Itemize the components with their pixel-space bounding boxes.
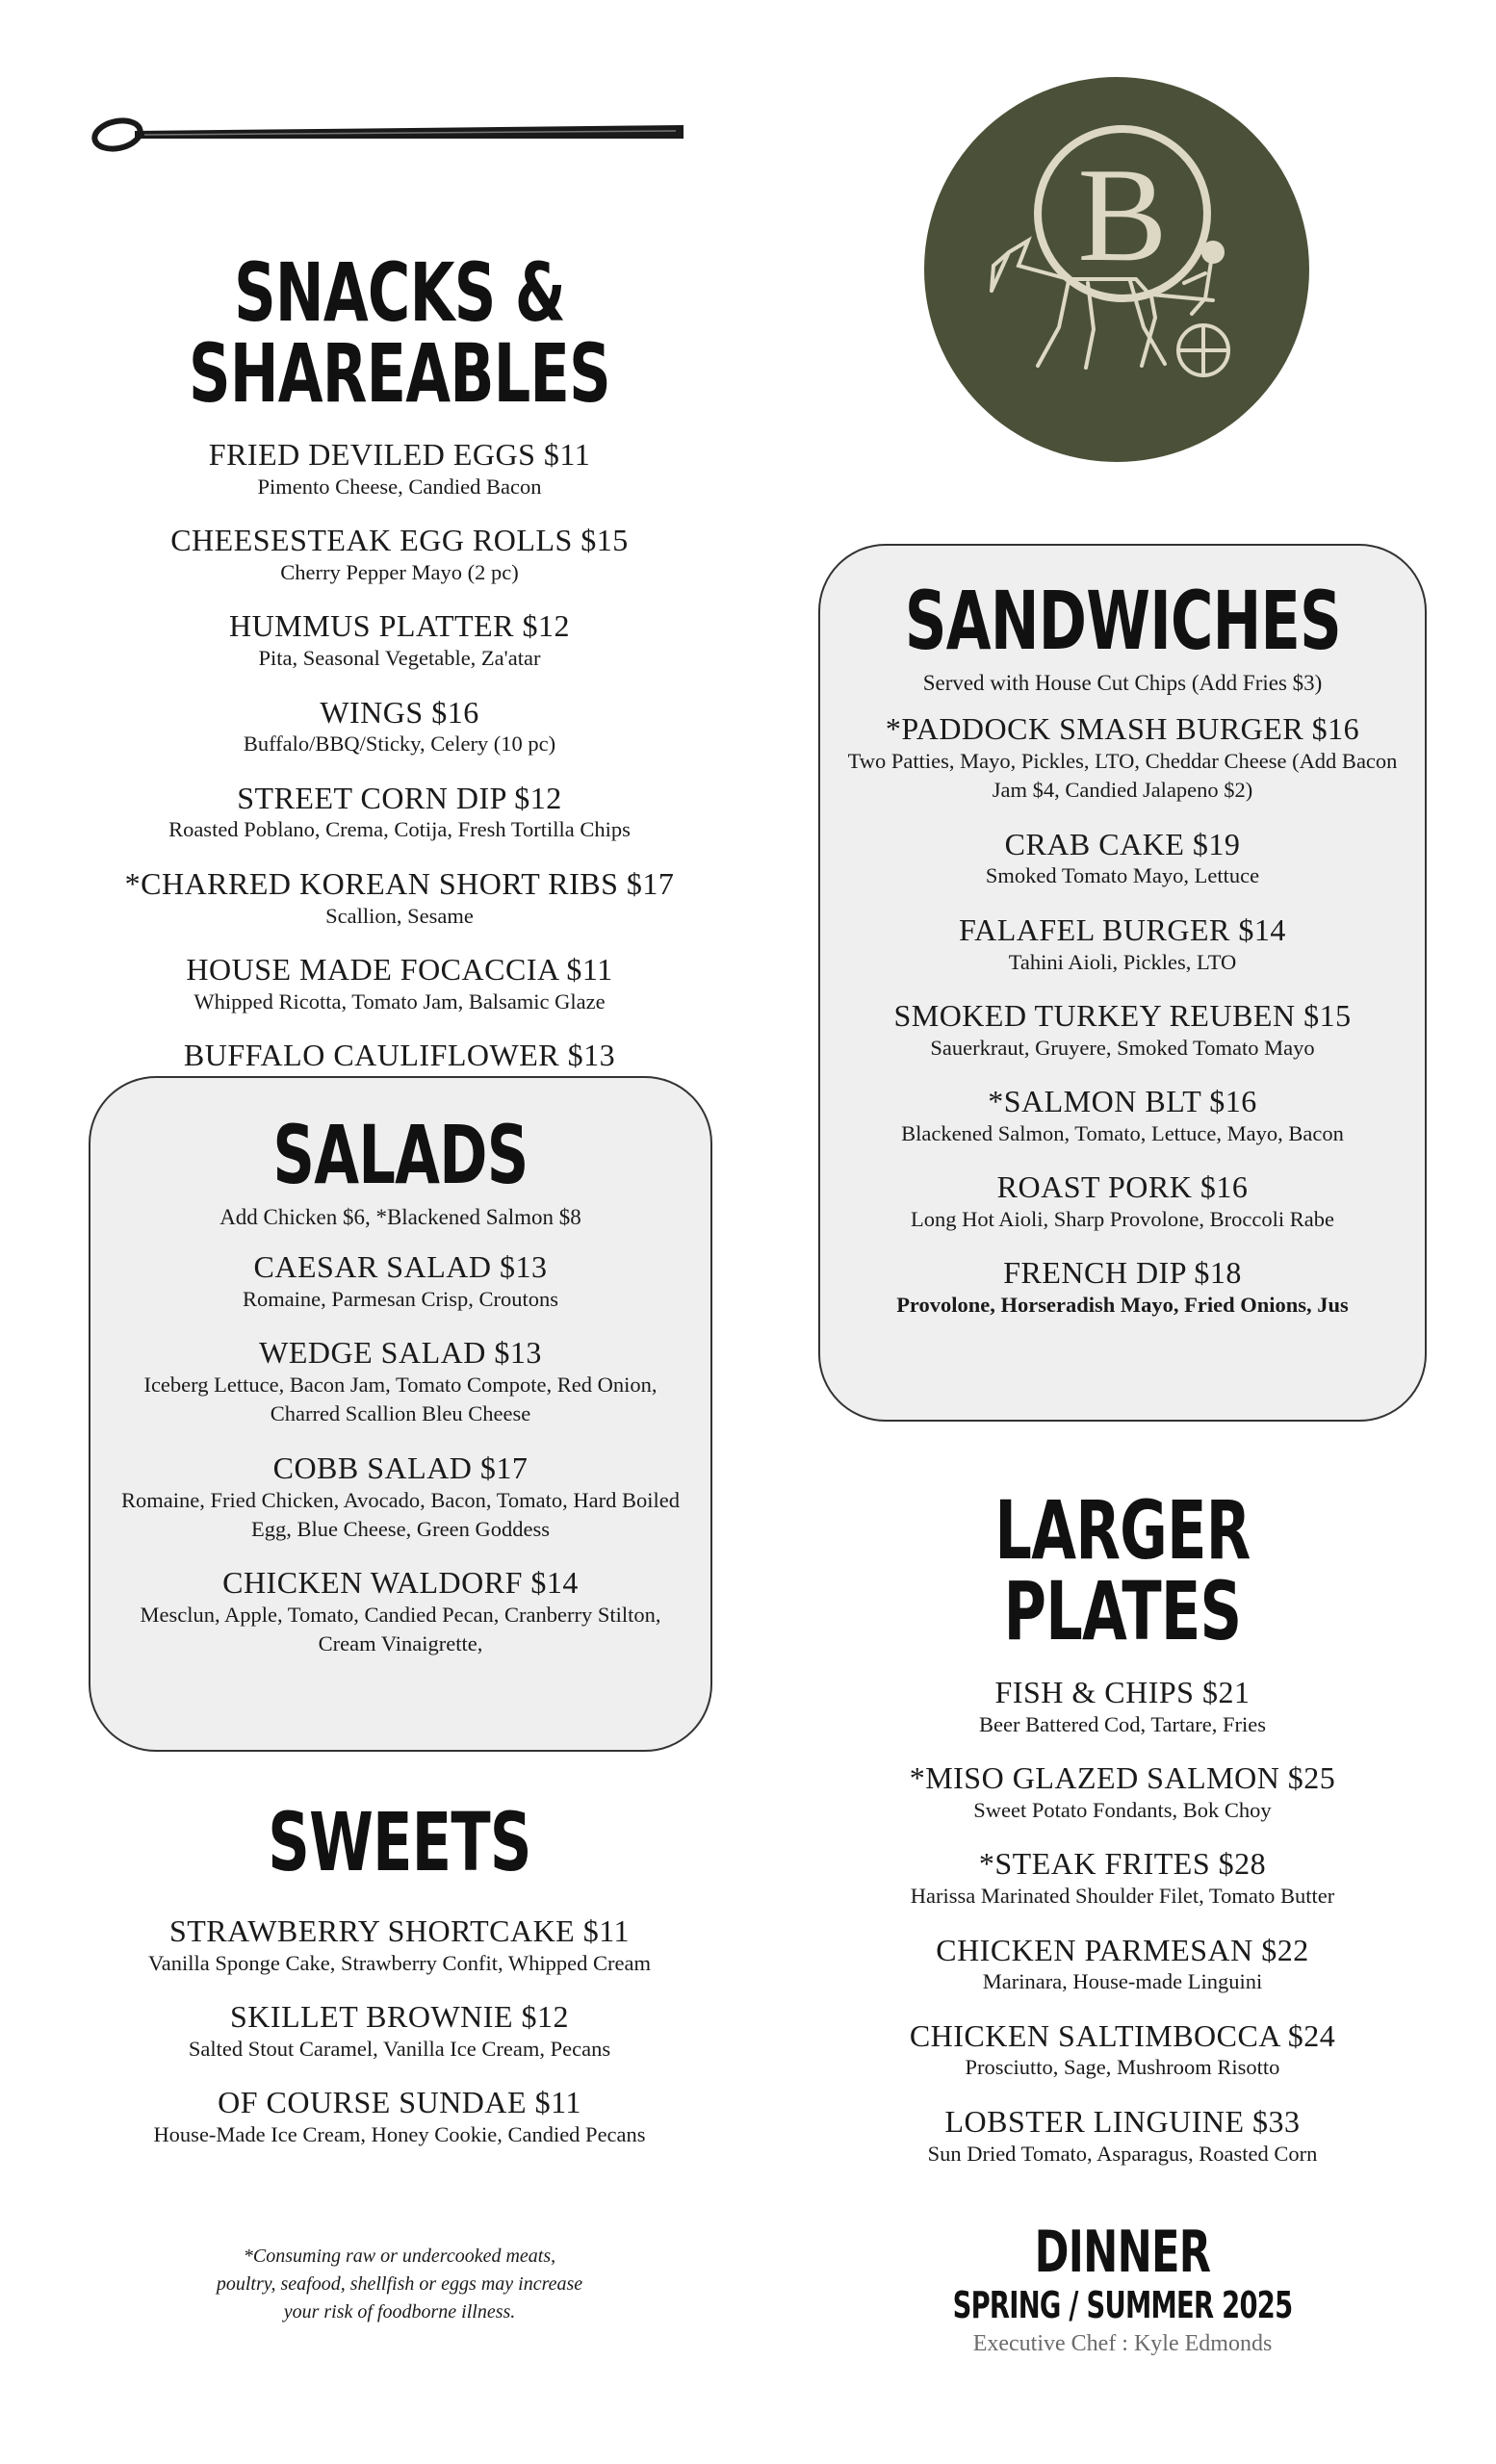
menu-item-description: Whipped Ricotta, Tomato Jam, Balsamic Glaze: [193, 988, 606, 1014]
menu-item: [91, 866, 708, 931]
menu-item: [843, 912, 1402, 977]
menu-item: [818, 2018, 1427, 2083]
sweets-heading: SWEETS: [268, 1795, 531, 1889]
menu-item: [91, 608, 708, 673]
menu-item: [91, 1913, 708, 1978]
menu-item: [818, 1675, 1427, 1739]
menu-item-title: CHICKEN PARMESAN $22: [936, 1932, 1309, 1967]
restaurant-logo: [924, 77, 1309, 462]
larger-plates-section: [818, 1483, 1427, 2190]
menu-item-description: Sweet Potato Fondants, Bok Choy: [973, 1797, 1272, 1822]
disclaimer-line-3: your risk of foodborne illness.: [283, 2301, 516, 2323]
sweets-section: [91, 1795, 708, 2171]
menu-item: [116, 1450, 685, 1545]
larger-plates-list: [818, 1675, 1427, 2169]
menu-item: [91, 2085, 708, 2149]
logo-letter: B: [1077, 141, 1168, 290]
menu-item: [91, 437, 708, 501]
menu-item-description: House-Made Ice Cream, Honey Cookie, Candied Pecans: [153, 2122, 646, 2147]
menu-item-title: *SALMON BLT $16: [988, 1084, 1257, 1119]
menu-item: [818, 1933, 1427, 1997]
menu-item-title: WEDGE SALAD $13: [259, 1335, 542, 1371]
menu-item-title: BUFFALO CAULIFLOWER $13: [183, 1038, 616, 1073]
menu-item-description: Pita, Seasonal Vegetable, Za'atar: [258, 646, 541, 671]
menu-item-title: CRAB CAKE $19: [1004, 826, 1241, 861]
whip-graphic: [87, 106, 693, 164]
menu-item: [843, 1169, 1402, 1234]
sandwiches-list: [820, 711, 1425, 1321]
menu-item: [91, 781, 708, 845]
disclaimer-line-2: poultry, seafood, shellfish or eggs may increase: [216, 2273, 583, 2295]
menu-item: [843, 998, 1402, 1063]
menu-item: [91, 523, 708, 587]
menu-item: [116, 1565, 685, 1659]
menu-item: [116, 1249, 685, 1314]
menu-item: [843, 827, 1402, 891]
salads-note: Add Chicken $6, *Blackened Salmon $8: [219, 1205, 581, 1229]
menu-item-title: *STEAK FRITES $28: [978, 1846, 1267, 1882]
menu-item-title: FISH & CHIPS $21: [994, 1675, 1251, 1709]
menu-item-title: CAESAR SALAD $13: [253, 1249, 548, 1284]
menu-item-title: HOUSE MADE FOCACCIA $11: [186, 952, 613, 988]
menu-item-description: Salted Stout Caramel, Vanilla Ice Cream, Pecans: [188, 2036, 611, 2061]
menu-item-description: Blackened Salmon, Tomato, Lettuce, Mayo, Bacon: [901, 1120, 1344, 1145]
menu-item-description: Iceberg Lettuce, Bacon Jam, Tomato Compote, Red Onion, Charred Scallion Bleu Cheese: [143, 1372, 658, 1426]
menu-item-title: COBB SALAD $17: [272, 1450, 529, 1485]
menu-item-title: WINGS $16: [320, 694, 479, 730]
menu-item-title: HUMMUS PLATTER $12: [229, 608, 570, 644]
menu-item-title: *PADDOCK SMASH BURGER $16: [885, 711, 1360, 746]
menu-item-description: Romaine, Fried Chicken, Avocado, Bacon, Tomato, Hard Boiled Egg, Blue Cheese, Green Goddess: [121, 1487, 680, 1541]
menu-item: [843, 1255, 1402, 1320]
menu-item-title: CHICKEN WALDORF $14: [222, 1565, 579, 1601]
salads-box: [89, 1076, 712, 1752]
menu-item-description: Harissa Marinated Shoulder Filet, Tomato Butter: [910, 1884, 1335, 1909]
menu-item-description: Long Hot Aioli, Sharp Provolone, Broccoli Rabe: [911, 1207, 1334, 1232]
menu-item-title: SKILLET BROWNIE $12: [230, 1999, 569, 2035]
menu-item: [843, 711, 1402, 806]
menu-item: [818, 1846, 1427, 1911]
menu-item-description: Romaine, Parmesan Crisp, Croutons: [242, 1286, 559, 1311]
menu-item-description: Sun Dried Tomato, Asparagus, Roasted Corn: [927, 2141, 1318, 2166]
menu-item-description: Roasted Poblano, Crema, Cotija, Fresh Tortilla Chips: [168, 817, 631, 842]
season-subtitle: SPRING / SUMMER 2025: [952, 2284, 1293, 2326]
menu-item-description: Beer Battered Cod, Tartare, Fries: [979, 1711, 1266, 1736]
disclaimer-line-1: *Consuming raw or undercooked meats,: [243, 2246, 556, 2267]
salads-list: [90, 1249, 710, 1659]
menu-item-title: FRENCH DIP $18: [1003, 1255, 1242, 1291]
menu-item-description: Mesclun, Apple, Tomato, Candied Pecan, Cranberry Stilton, Cream Vinaigrette,: [140, 1603, 661, 1656]
menu-item: [91, 1999, 708, 2064]
salads-section: [90, 1108, 710, 1681]
menu-item-title: STREET CORN DIP $12: [237, 780, 562, 815]
menu-item-title: CHEESESTEAK EGG ROLLS $15: [170, 523, 629, 558]
menu-item-title: *CHARRED KOREAN SHORT RIBS $17: [124, 865, 675, 901]
menu-item-title: STRAWBERRY SHORTCAKE $11: [168, 1913, 631, 1948]
snacks-heading: SNACKS & SHAREABLES: [189, 245, 610, 421]
sweets-list: [91, 1913, 708, 2150]
menu-item: [91, 695, 708, 759]
menu-footer: [818, 2219, 1427, 2357]
menu-item: [843, 1084, 1402, 1148]
menu-item-description: Prosciutto, Sage, Mushroom Risotto: [965, 2055, 1280, 2080]
menu-item-title: FRIED DEVILED EGGS $11: [208, 437, 591, 472]
menu-item: [91, 952, 708, 1016]
larger-plates-heading: LARGER PLATES: [994, 1483, 1251, 1658]
sandwiches-box: [818, 544, 1427, 1422]
menu-item-title: *MISO GLAZED SALMON $25: [909, 1760, 1336, 1796]
menu-item-title: SMOKED TURKEY REUBEN $15: [893, 997, 1352, 1033]
snacks-section: [91, 245, 708, 1123]
menu-item-description: Sauerkraut, Gruyere, Smoked Tomato Mayo: [930, 1035, 1315, 1060]
menu-item-description: Tahini Aioli, Pickles, LTO: [1008, 949, 1237, 974]
sandwiches-heading: SANDWICHES: [904, 574, 1342, 668]
menu-item-description: Provolone, Horseradish Mayo, Fried Onions, Jus: [896, 1293, 1349, 1318]
sandwiches-note: Served with House Cut Chips (Add Fries $3): [922, 671, 1323, 695]
menu-item-title: CHICKEN SALTIMBOCCA $24: [909, 2017, 1336, 2053]
executive-chef: Executive Chef : Kyle Edmonds: [972, 2331, 1273, 2356]
menu-item-description: Vanilla Sponge Cake, Strawberry Confit, Whipped Cream: [148, 1950, 651, 1975]
menu-item: [116, 1335, 685, 1429]
menu-item: [818, 2104, 1427, 2169]
menu-item-description: Buffalo/BBQ/Sticky, Celery (10 pc): [243, 732, 556, 757]
menu-item-description: Cherry Pepper Mayo (2 pc): [280, 559, 519, 584]
menu-item-description: Scallion, Sesame: [325, 903, 474, 928]
menu-item-description: Pimento Cheese, Candied Bacon: [257, 474, 542, 499]
sandwiches-section: [820, 574, 1425, 1342]
menu-item-description: Marinara, House-made Linguini: [982, 1969, 1263, 1994]
menu-item-title: LOBSTER LINGUINE $33: [944, 2103, 1301, 2139]
snacks-list: [91, 437, 708, 1102]
menu-item-title: OF COURSE SUNDAE $11: [218, 2085, 581, 2120]
menu-item-title: FALAFEL BURGER $14: [959, 911, 1286, 947]
menu-item: [818, 1760, 1427, 1825]
salads-heading: SALADS: [272, 1108, 529, 1202]
menu-item-description: Smoked Tomato Mayo, Lettuce: [985, 863, 1260, 888]
menu-item-title: ROAST PORK $16: [996, 1169, 1249, 1205]
dinner-title: DINNER: [1034, 2219, 1211, 2286]
menu-item-description: Two Patties, Mayo, Pickles, LTO, Cheddar Cheese (Add Bacon Jam $4, Candied Jalapeno $2): [847, 748, 1398, 803]
disclaimer: [168, 2243, 631, 2326]
